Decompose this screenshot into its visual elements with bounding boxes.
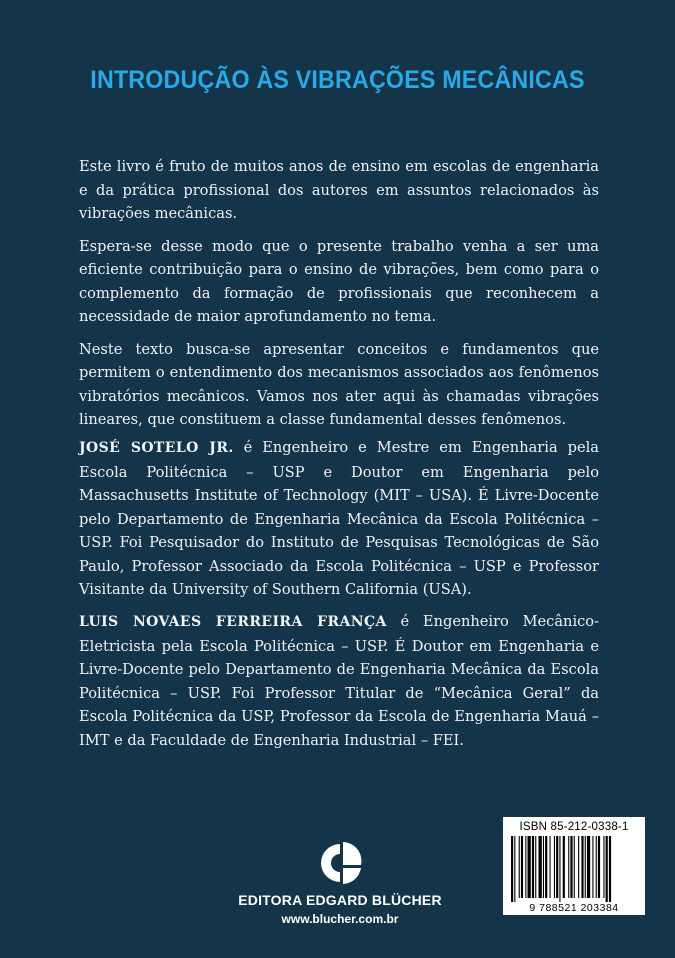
barcode-bars-icon [509,836,639,902]
isbn-label: ISBN 85-212-0338-1 [519,821,629,833]
intro-text [79,155,599,441]
author-bio-text-sotelo: é Engenheiro e Mestre em Engenharia pela Escola Politécnica – USP e Doutor em Engenharia pelo Massachusetts Institute of Technology (MIT – USA). É Livre-Docente pelo Departamento de Engenharia Mecânica da Escola Politécnica – USP. Foi Pesquisador do Instituto de Pesquisas Tecnológicas de São Paulo, Professor Associado da Escola Politécnica – USP e Professor Visitante da University of Southern California (USA). [79,439,599,598]
intro-paragraph-2: Espera-se desse modo que o presente trabalho venha a ser uma eficiente contribuição para o ensino de vibrações, bem como para o complemento da formação de profissionais que reconhecem a necessidade de maior aprofundamento no tema. [79,237,599,325]
author-bio-franca [79,610,599,761]
book-title: INTRODUÇÃO ÀS VIBRAÇÕES MECÂNICAS [90,66,585,94]
publisher-url: www.blucher.com.br [281,912,399,926]
author-bio-text-franca: é Engenheiro Mecânico-Eletricista pela Escola Politécnica – USP. É Doutor em Engenharia e Livre-Docente pelo Departamento de Engenharia Mecânica da Escola Politécnica – USP. Foi Professor Titular de “Mecânica Geral” da Escola Politécnica da USP, Professor da Escola de Engenharia Mauá – IMT e da Faculdade de Engenharia Industrial – FEI. [79,613,600,749]
author-bio-sotelo [79,436,599,611]
intro-paragraph-3: Neste texto busca-se apresentar conceitos e fundamentos que permitem o entendimento dos mecanismos associados aos fenômenos vibratórios mecânicos. Vamos nos ater aqui às chamadas vibrações lineares, que constituem a classe fundamental desses fenômenos. [79,340,599,428]
publisher-block [215,838,465,926]
publisher-logo-icon [310,838,370,888]
publisher-name: EDITORA EDGARD BLÜCHER [238,892,442,908]
intro-paragraph-1: Este livro é fruto de muitos anos de ensino em escolas de engenharia e da prática profissional dos autores em assuntos relacionados às vibrações mecânicas. [79,158,599,222]
author-name-franca: LUIS NOVAES FERREIRA FRANÇA [79,614,387,630]
barcode-number: 9 788521 203384 [529,902,619,914]
isbn-barcode [503,817,645,915]
author-name-sotelo: JOSÉ SOTELO JR. [79,440,234,456]
